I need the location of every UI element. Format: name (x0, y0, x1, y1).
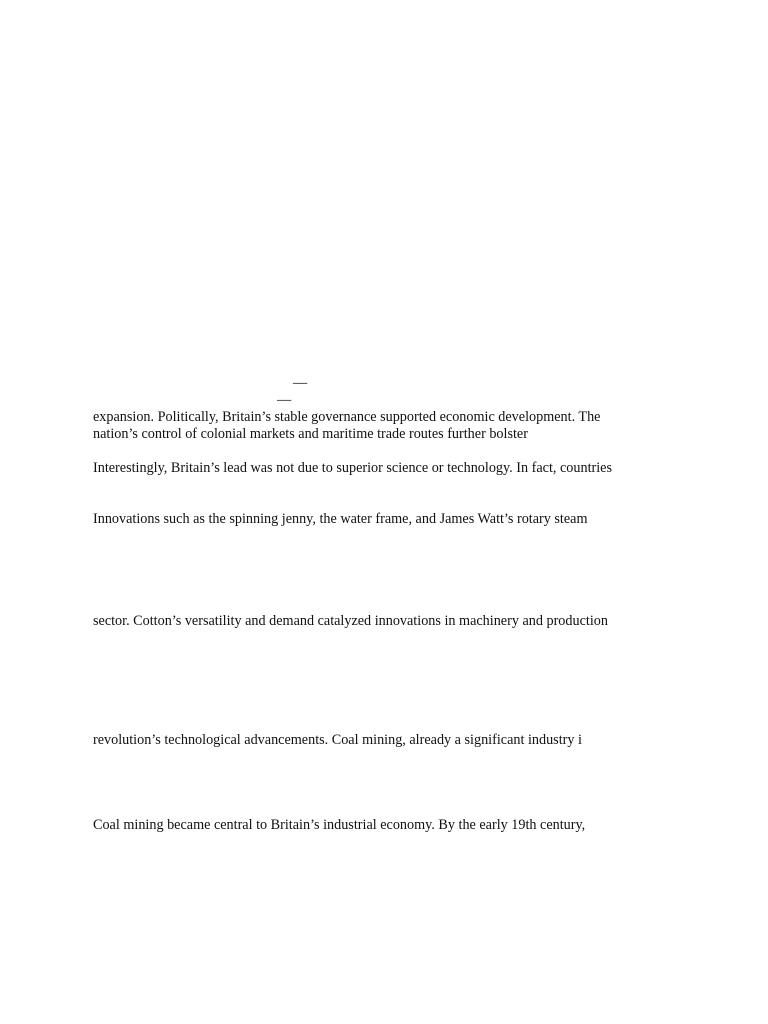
text-line: revolution’s technological advancements. Coal mining, already a significant industry i (93, 732, 582, 748)
text-line: Interestingly, Britain’s lead was not due to superior science or technology. In fact, countries (93, 460, 612, 476)
text-line: nation’s control of colonial markets and maritime trade routes further bolster (93, 426, 528, 442)
dash-mark: — (277, 392, 292, 408)
text-line: Coal mining became central to Britain’s industrial economy. By the early 19th century, (93, 817, 586, 833)
dash-mark: — (293, 375, 308, 391)
text-line: expansion. Politically, Britain’s stable governance supported economic development. The (93, 409, 601, 425)
text-line: Innovations such as the spinning jenny, the water frame, and James Watt’s rotary steam (93, 511, 588, 527)
text-line: sector. Cotton’s versatility and demand catalyzed innovations in machinery and production (93, 613, 608, 629)
